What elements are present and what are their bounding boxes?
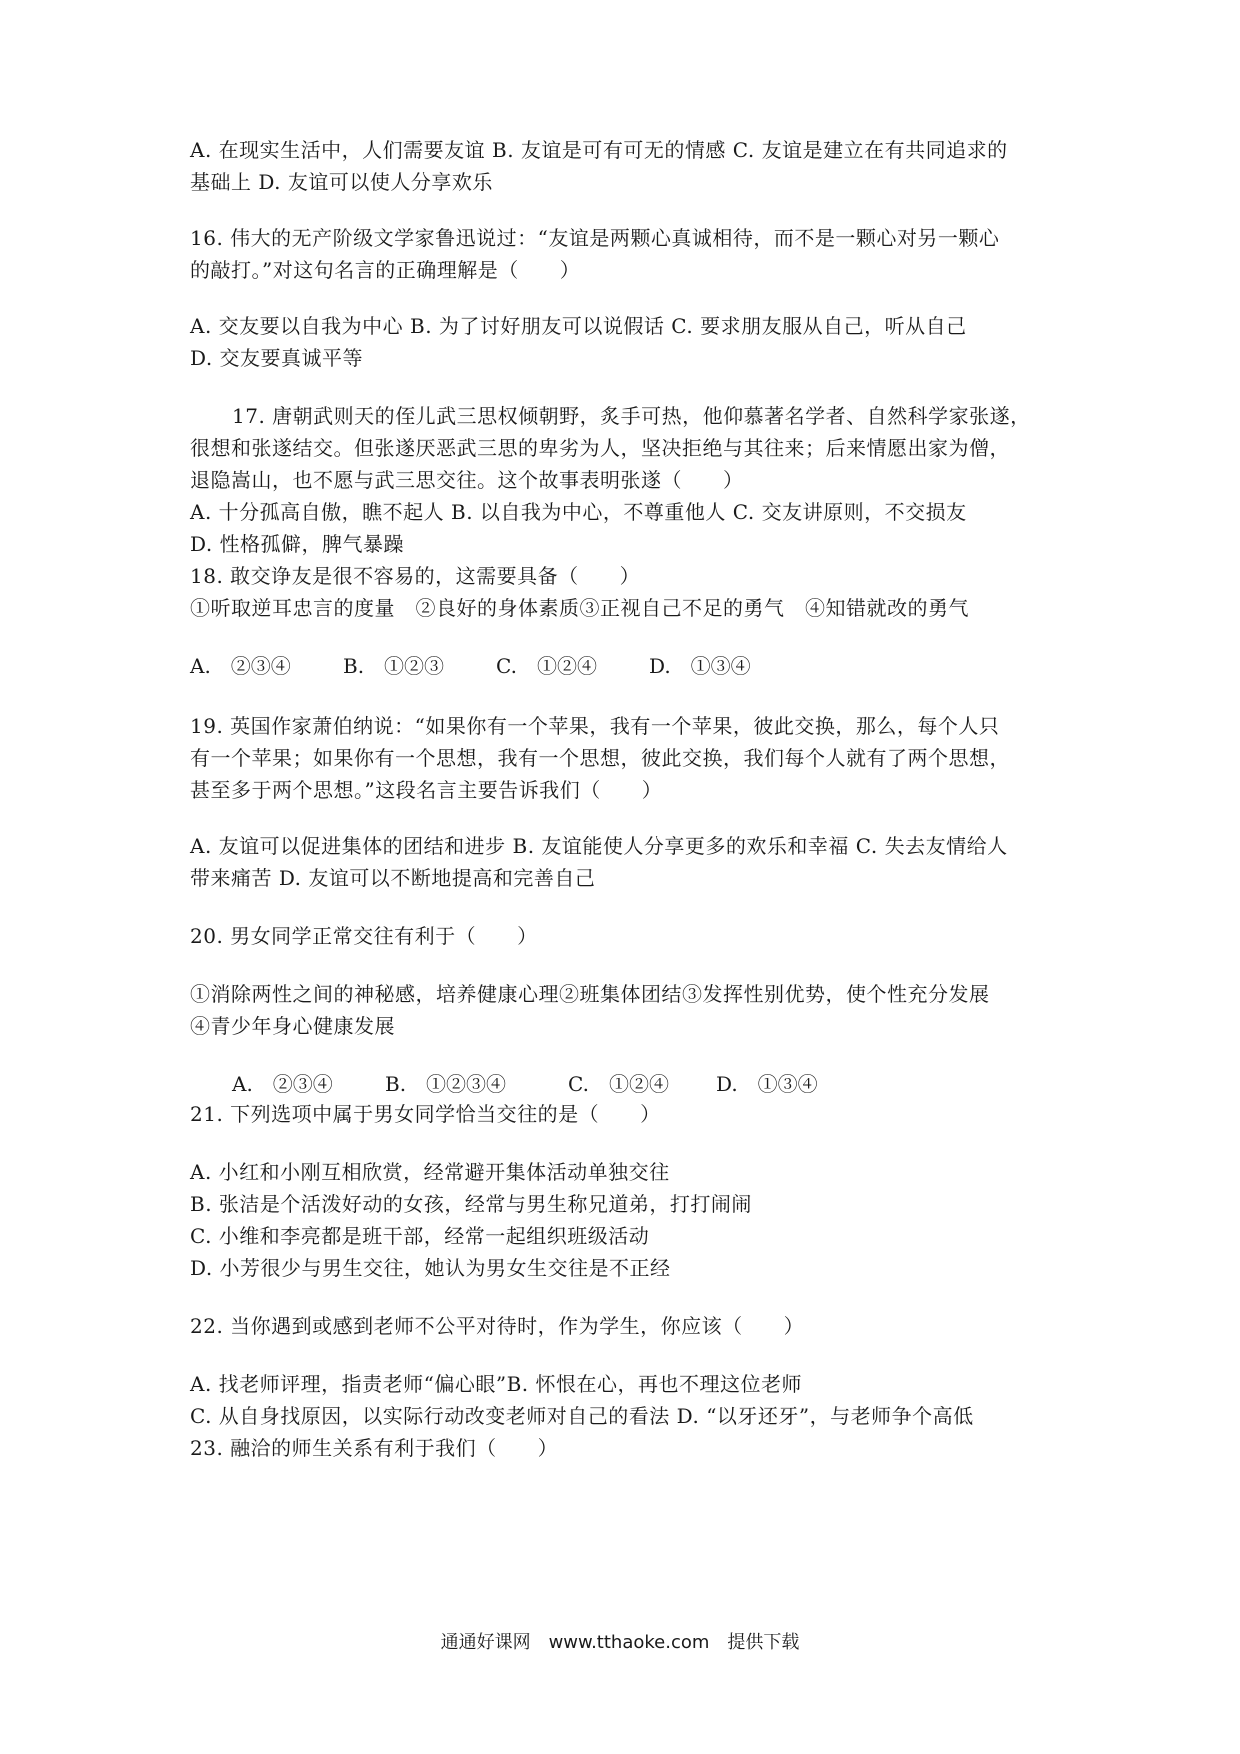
q17-option-line-1: A. 十分孤高自傲，瞧不起人 B. 以自我为中心，不尊重他人 C. 交友讲原则，不交损友 bbox=[190, 500, 967, 524]
q19-stem-line-3: 甚至多于两个思想。”这段名言主要告诉我们（ ） bbox=[190, 778, 663, 802]
q18-option-a: A. ②③④ bbox=[190, 654, 291, 678]
q18-option-d: D. ①③④ bbox=[649, 654, 751, 678]
q17-option-line-2: D. 性格孤僻，脾气暴躁 bbox=[190, 532, 405, 556]
q20-option-d: D. ①③④ bbox=[716, 1072, 818, 1096]
q15-option-line-2: 基础上 D. 友谊可以使人分享欢乐 bbox=[190, 170, 493, 194]
q21-option-b: B. 张洁是个活泼好动的女孩，经常与男生称兄道弟，打打闹闹 bbox=[190, 1192, 752, 1216]
page-footer: 通通好课网 www.tthaoke.com 提供下载 bbox=[440, 1632, 800, 1653]
q20-stem: 20. 男女同学正常交往有利于（ ） bbox=[190, 924, 538, 948]
q20-statements-line-2: ④青少年身心健康发展 bbox=[190, 1014, 395, 1038]
q15-option-line-1: A. 在现实生活中，人们需要友谊 B. 友谊是可有可无的情感 C. 友谊是建立在有共同追求的 bbox=[190, 138, 1008, 162]
q17-stem-line-1: 17. 唐朝武则天的侄儿武三思权倾朝野，炙手可热，他仰慕著名学者、自然科学家张遂， bbox=[232, 404, 1031, 428]
q20-option-a: A. ②③④ bbox=[232, 1072, 333, 1096]
q16-stem-line-2: 的敲打。”对这句名言的正确理解是（ ） bbox=[190, 258, 581, 282]
q18-option-b: B. ①②③ bbox=[343, 654, 445, 678]
q19-option-line-1: A. 友谊可以促进集体的团结和进步 B. 友谊能使人分享更多的欢乐和幸福 C. 失去友情给人 bbox=[190, 834, 1008, 858]
q18-statements: ①听取逆耳忠言的度量 ②良好的身体素质③正视自己不足的勇气 ④知错就改的勇气 bbox=[190, 596, 969, 620]
q21-stem: 21. 下列选项中属于男女同学恰当交往的是（ ） bbox=[190, 1102, 661, 1126]
q23-stem: 23. 融洽的师生关系有利于我们（ ） bbox=[190, 1436, 559, 1460]
q20-option-b: B. ①②③④ bbox=[385, 1072, 507, 1096]
q16-option-line-2: D. 交友要真诚平等 bbox=[190, 346, 364, 370]
q21-option-d: D. 小芳很少与男生交往，她认为男女生交往是不正经 bbox=[190, 1256, 671, 1280]
q19-option-line-2: 带来痛苦 D. 友谊可以不断地提高和完善自己 bbox=[190, 866, 596, 890]
q18-option-c: C. ①②④ bbox=[496, 654, 597, 678]
q20-statements-line-1: ①消除两性之间的神秘感，培养健康心理②班集体团结③发挥性别优势，使个性充分发展 bbox=[190, 982, 990, 1006]
q22-option-line-1: A. 找老师评理，指责老师“偏心眼”B. 怀恨在心，再也不理这位老师 bbox=[190, 1372, 803, 1396]
q17-stem-line-2: 很想和张遂结交。但张遂厌恶武三思的卑劣为人，坚决拒绝与其往来；后来情愿出家为僧， bbox=[190, 436, 1010, 460]
q18-stem: 18. 敢交诤友是很不容易的，这需要具备（ ） bbox=[190, 564, 641, 588]
q22-option-line-2: C. 从自身找原因，以实际行动改变老师对自己的看法 D. “以牙还牙”，与老师争个高低 bbox=[190, 1404, 974, 1428]
q21-option-a: A. 小红和小刚互相欣赏，经常避开集体活动单独交往 bbox=[190, 1160, 670, 1184]
q20-option-c: C. ①②④ bbox=[568, 1072, 669, 1096]
q21-option-c: C. 小维和李亮都是班干部，经常一起组织班级活动 bbox=[190, 1224, 650, 1248]
q22-stem: 22. 当你遇到或感到老师不公平对待时，作为学生，你应该（ ） bbox=[190, 1314, 805, 1338]
q16-option-line-1: A. 交友要以自我为中心 B. 为了讨好朋友可以说假话 C. 要求朋友服从自己，听从自己 bbox=[190, 314, 967, 338]
q17-stem-line-3: 退隐嵩山，也不愿与武三思交往。这个故事表明张遂（ ） bbox=[190, 468, 744, 492]
q19-stem-line-2: 有一个苹果；如果你有一个思想，我有一个思想，彼此交换，我们每个人就有了两个思想， bbox=[190, 746, 1010, 770]
q19-stem-line-1: 19. 英国作家萧伯纳说：“如果你有一个苹果，我有一个苹果，彼此交换，那么，每个人只 bbox=[190, 714, 1000, 738]
q16-stem-line-1: 16. 伟大的无产阶级文学家鲁迅说过：“友谊是两颗心真诚相待，而不是一颗心对另一颗心 bbox=[190, 226, 1000, 250]
